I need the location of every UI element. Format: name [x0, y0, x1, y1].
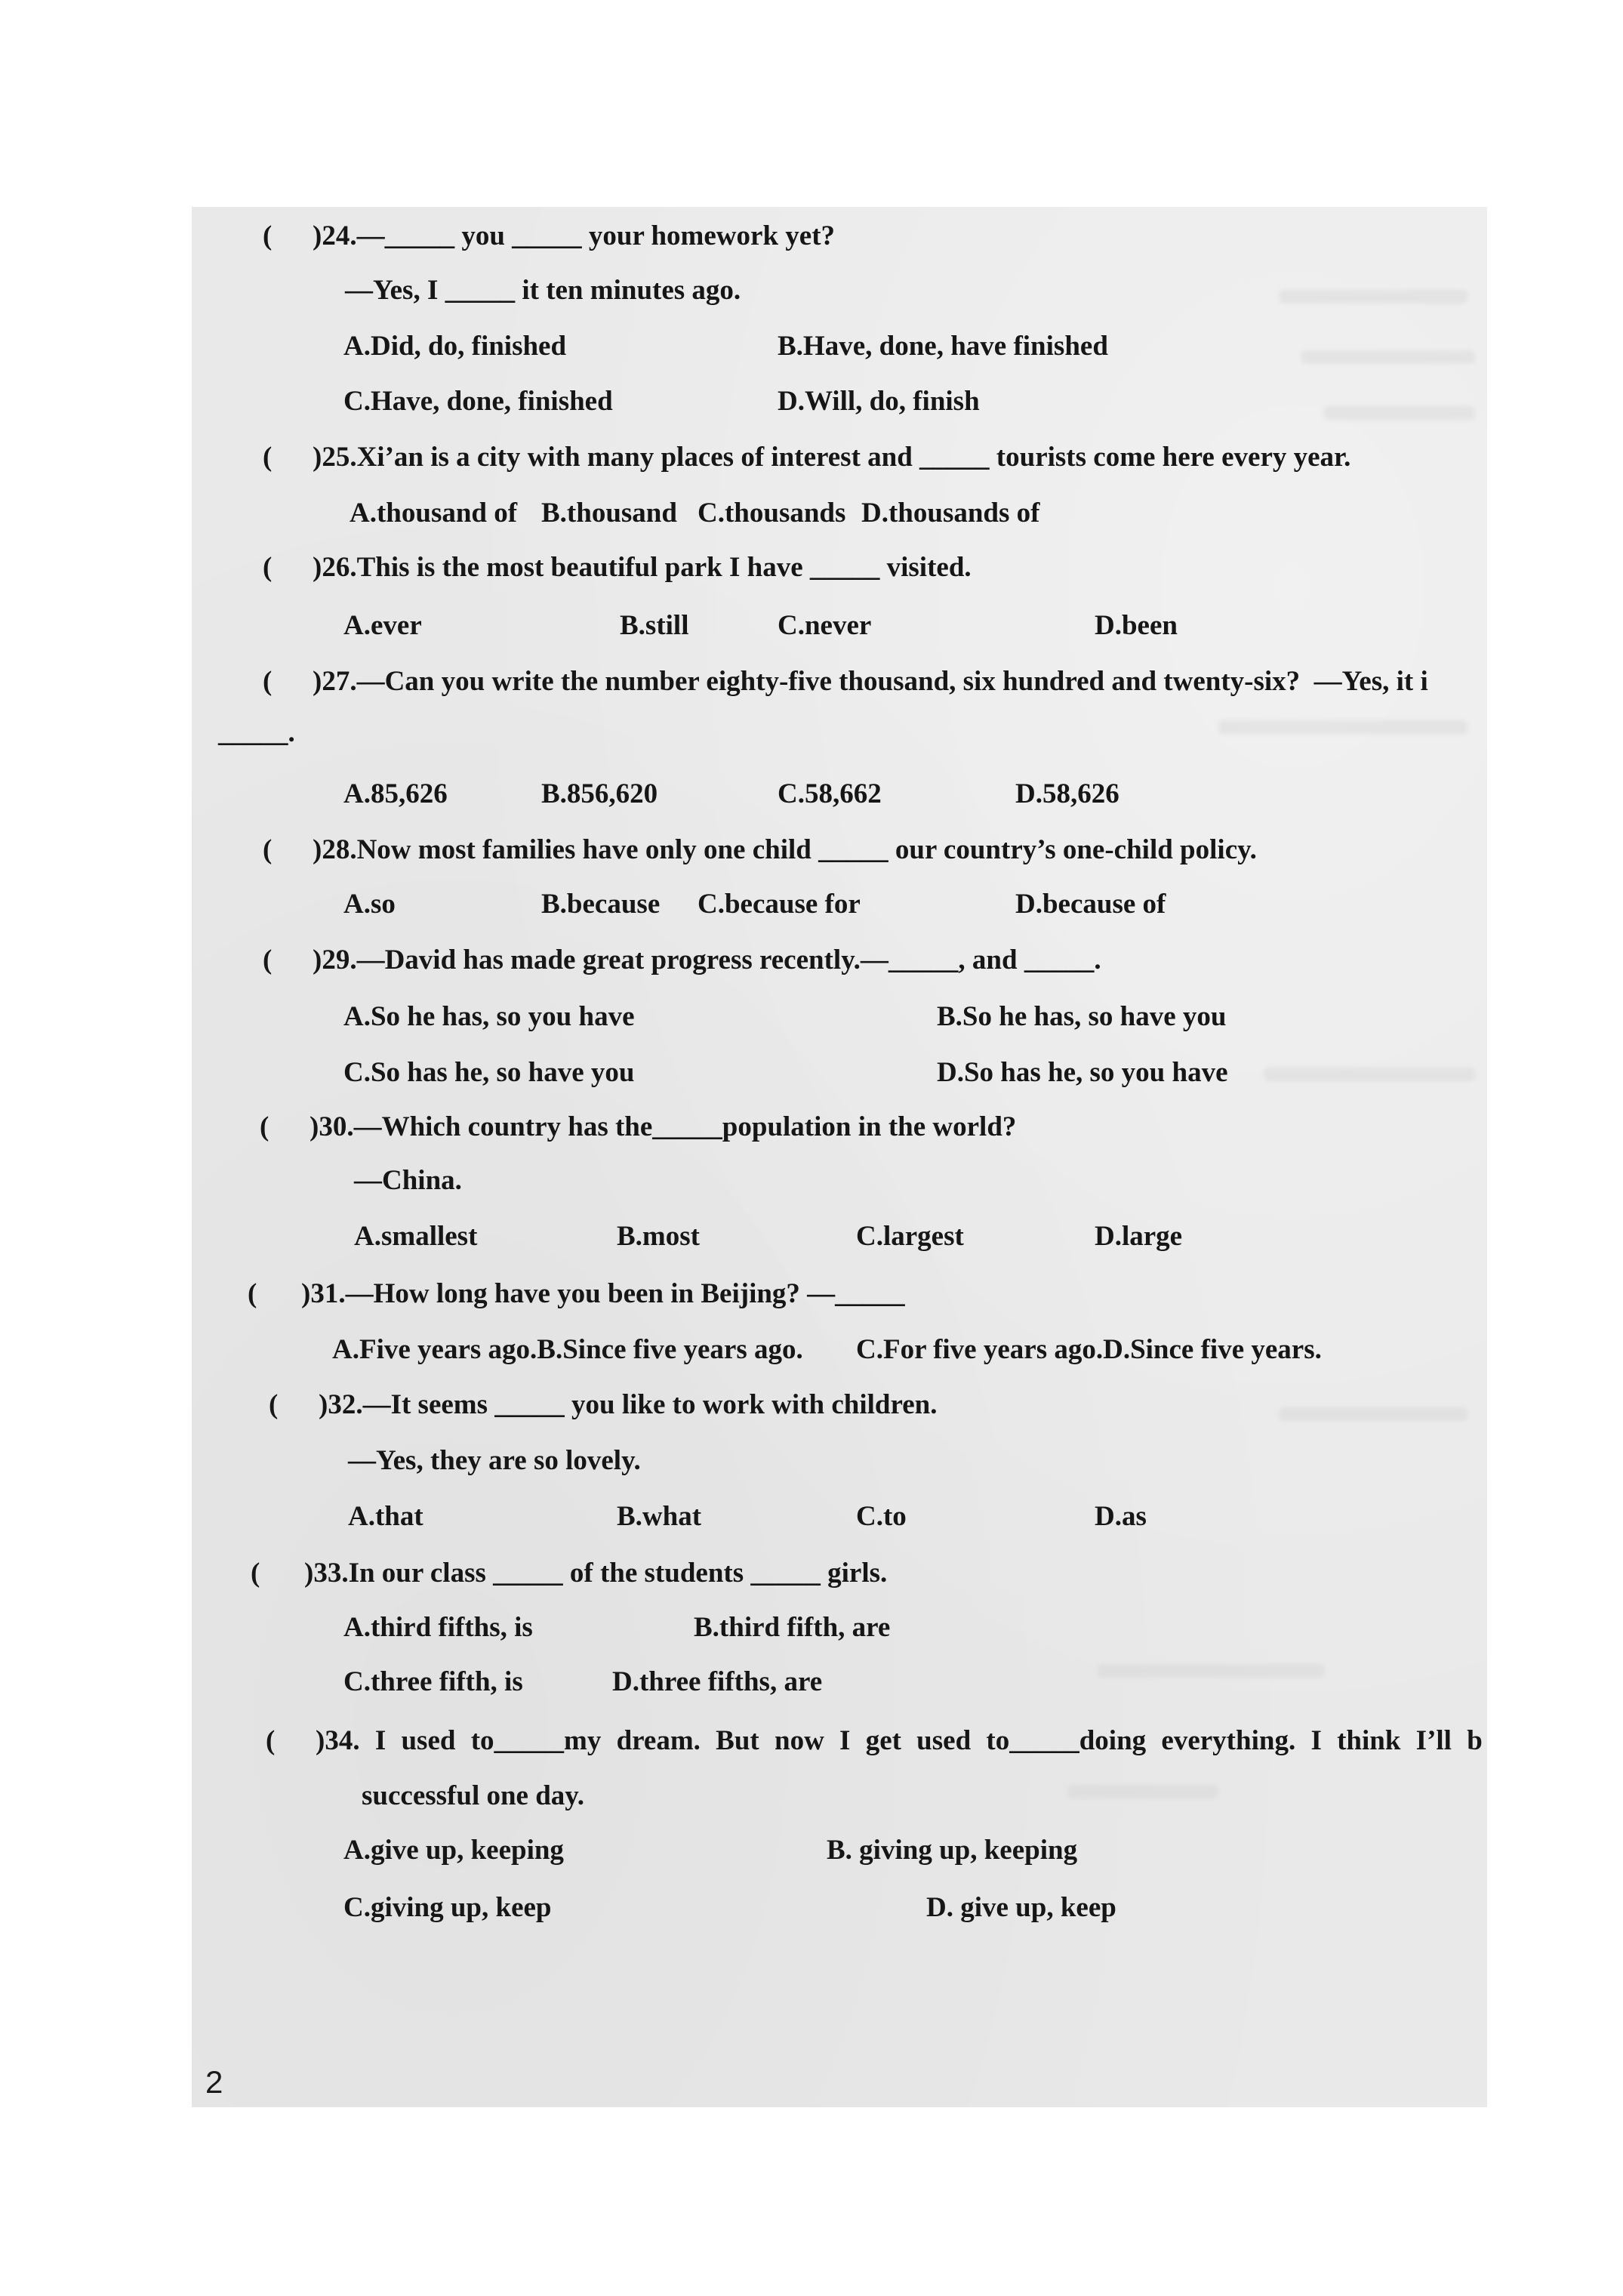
option-d: D.58,626 [1015, 778, 1119, 809]
option-c: C.giving up, keep [343, 1892, 552, 1923]
bleed-through-smudge [1279, 1407, 1467, 1421]
answer-paren: ( [266, 1725, 276, 1756]
option-c: C.largest [856, 1221, 964, 1252]
bleed-through-smudge [1098, 1664, 1324, 1678]
question-stem: )30.—Which country has the_____population in the world? [310, 1111, 1017, 1142]
answer-paren: ( [260, 1111, 269, 1142]
question-stem: )29.—David has made great progress recently.—_____, and _____. [313, 945, 1101, 975]
option-c: C.For five years ago. [856, 1334, 1104, 1365]
option-c: C.never [778, 610, 872, 641]
answer-paren: ( [269, 1389, 279, 1420]
option-d: D.as [1095, 1501, 1147, 1532]
option-d: D.Since five years. [1103, 1334, 1322, 1365]
question-stem: )32.—It seems _____ you like to work with children. [319, 1389, 938, 1420]
option-a: A.Five years ago. [332, 1334, 537, 1365]
option-a: A.give up, keeping [343, 1835, 564, 1866]
answer-paren: ( [263, 834, 273, 865]
option-a: A.So he has, so you have [343, 1001, 635, 1032]
option-c: C.So has he, so have you [343, 1057, 635, 1088]
dialogue-reply: —Yes, they are so lovely. [348, 1445, 641, 1476]
option-b: B.third fifth, are [694, 1612, 891, 1643]
bleed-through-smudge [1301, 350, 1475, 364]
option-b: B.Since five years ago. [537, 1334, 803, 1365]
question-stem: )34. I used to_____my dream. But now I get used to_____doing everything. I think I’ll b [316, 1725, 1483, 1756]
question-stem: )27.—Can you write the number eighty-five thousand, six hundred and twenty-six? —Yes, it i [313, 666, 1428, 697]
option-d: D.So has he, so you have [937, 1057, 1228, 1088]
option-a: A.that [348, 1501, 423, 1532]
bleed-through-smudge [1067, 1785, 1218, 1798]
question-stem-continuation: successful one day. [362, 1780, 585, 1811]
option-b: B.thousand [541, 498, 677, 529]
option-b: B.what [617, 1501, 702, 1532]
exam-sheet [192, 207, 1487, 2107]
option-a: A.third fifths, is [343, 1612, 533, 1643]
option-b: B.So he has, so have you [937, 1001, 1227, 1032]
option-b: B. giving up, keeping [827, 1835, 1078, 1866]
question-stem: )26.This is the most beautiful park I have _____ visited. [313, 552, 972, 583]
dialogue-reply: —Yes, I _____ it ten minutes ago. [345, 275, 741, 306]
option-c: C.three fifth, is [343, 1666, 523, 1697]
bleed-through-smudge [1264, 1068, 1475, 1081]
option-d: D.Will, do, finish [778, 386, 980, 417]
option-d: D.been [1095, 610, 1178, 641]
option-a: A.so [343, 889, 396, 920]
option-b: B.856,620 [541, 778, 658, 809]
option-b: B.Have, done, have finished [778, 331, 1108, 362]
option-c: C.because for [698, 889, 861, 920]
answer-paren: ( [251, 1558, 260, 1589]
option-a: A.thousand of [350, 498, 518, 529]
option-d: D.thousands of [861, 498, 1040, 529]
dialogue-reply: —China. [354, 1165, 462, 1196]
option-b: B.still [620, 610, 689, 641]
question-stem: )28.Now most families have only one child _____ our country’s one-child policy. [313, 834, 1257, 865]
option-c: C.Have, done, finished [343, 386, 613, 417]
option-d: D.because of [1015, 889, 1166, 920]
option-d: D.three fifths, are [612, 1666, 823, 1697]
answer-paren: ( [263, 442, 273, 473]
option-a: A.smallest [354, 1221, 478, 1252]
answer-paren: ( [263, 552, 273, 583]
question-stem-continuation: _____. [218, 717, 295, 748]
option-c: C.thousands [698, 498, 846, 529]
answer-paren: ( [263, 666, 273, 697]
option-c: C.58,662 [778, 778, 882, 809]
question-stem: )24.—_____ you _____ your homework yet? [313, 220, 836, 251]
question-stem: )33.In our class _____ of the students _____ girls. [304, 1558, 888, 1589]
bleed-through-smudge [1218, 720, 1467, 734]
bleed-through-smudge [1324, 406, 1475, 420]
option-a: A.85,626 [343, 778, 448, 809]
option-d: D. give up, keep [926, 1892, 1116, 1923]
option-b: B.because [541, 889, 661, 920]
question-stem: )31.—How long have you been in Beijing? —_____ [301, 1278, 905, 1309]
option-a: A.ever [343, 610, 422, 641]
page-number: 2 [205, 2064, 223, 2100]
option-d: D.large [1095, 1221, 1183, 1252]
option-row [332, 1335, 803, 1365]
option-a: A.Did, do, finished [343, 331, 567, 362]
answer-paren: ( [263, 945, 273, 975]
option-c: C.to [856, 1501, 907, 1532]
answer-paren: ( [263, 220, 273, 251]
question-stem: )25.Xi’an is a city with many places of interest and _____ tourists come here every year. [313, 442, 1351, 473]
option-row [856, 1335, 1322, 1365]
bleed-through-smudge [1279, 290, 1467, 304]
answer-paren: ( [248, 1278, 257, 1309]
option-b: B.most [617, 1221, 700, 1252]
